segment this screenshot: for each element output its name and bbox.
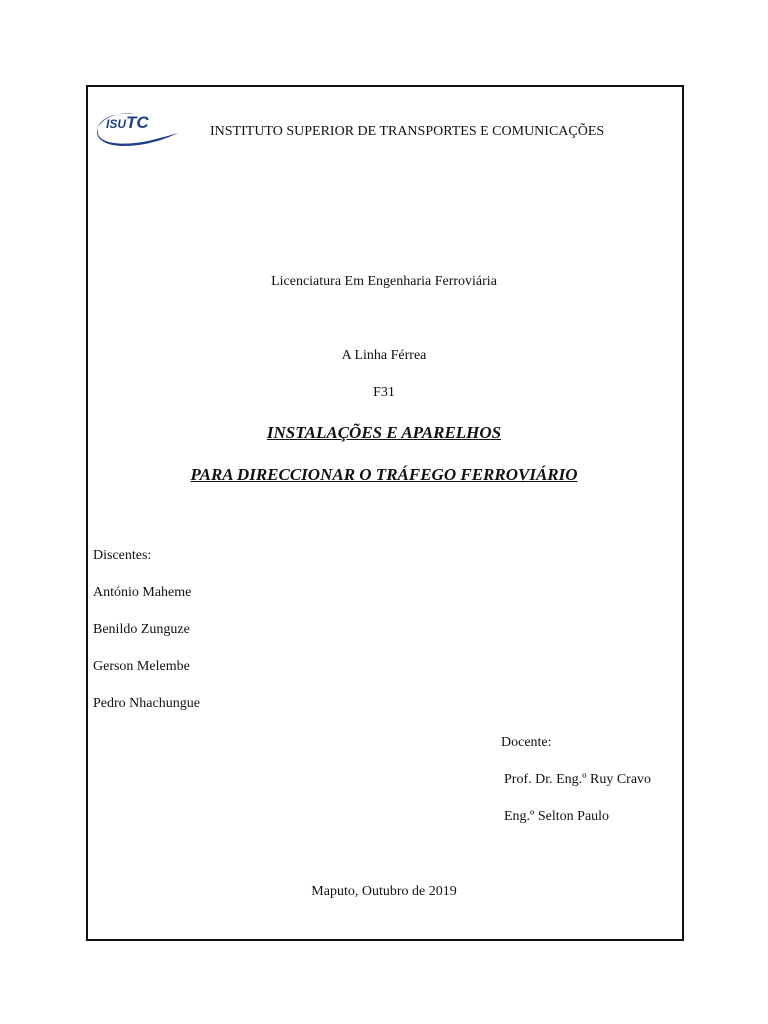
students-section [93, 548, 200, 733]
logo-text-tc: TC [126, 113, 149, 132]
logo-text [106, 113, 149, 133]
teacher-name: Eng.º Selton Paulo [504, 809, 610, 824]
student-name: Pedro Nhachungue [93, 696, 200, 711]
students-label: Discentes: [93, 548, 152, 563]
teachers-section [504, 772, 651, 846]
place-date: Maputo, Outubro de 2019 [311, 884, 457, 899]
teachers-label: Docente: [501, 735, 552, 750]
subject-code: F31 [373, 385, 395, 400]
institution-name: INSTITUTO SUPERIOR DE TRANSPORTES E COMUNICAÇÕES [210, 124, 605, 139]
document-title-line-2: PARA DIRECCIONAR O TRÁFEGO FERROVIÁRIO [190, 465, 578, 484]
document-title-line-1: INSTALAÇÕES E APARELHOS [266, 423, 502, 442]
teacher-name: Prof. Dr. Eng.º Ruy Cravo [504, 772, 652, 787]
student-name: Gerson Melembe [93, 659, 190, 674]
course-name: Licenciatura Em Engenharia Ferroviária [271, 274, 497, 289]
logo-text-isu: ISU [106, 117, 127, 131]
student-name: António Maheme [93, 585, 192, 600]
student-name: Benildo Zunguze [93, 622, 190, 637]
subject-name: A Linha Férrea [341, 348, 427, 363]
